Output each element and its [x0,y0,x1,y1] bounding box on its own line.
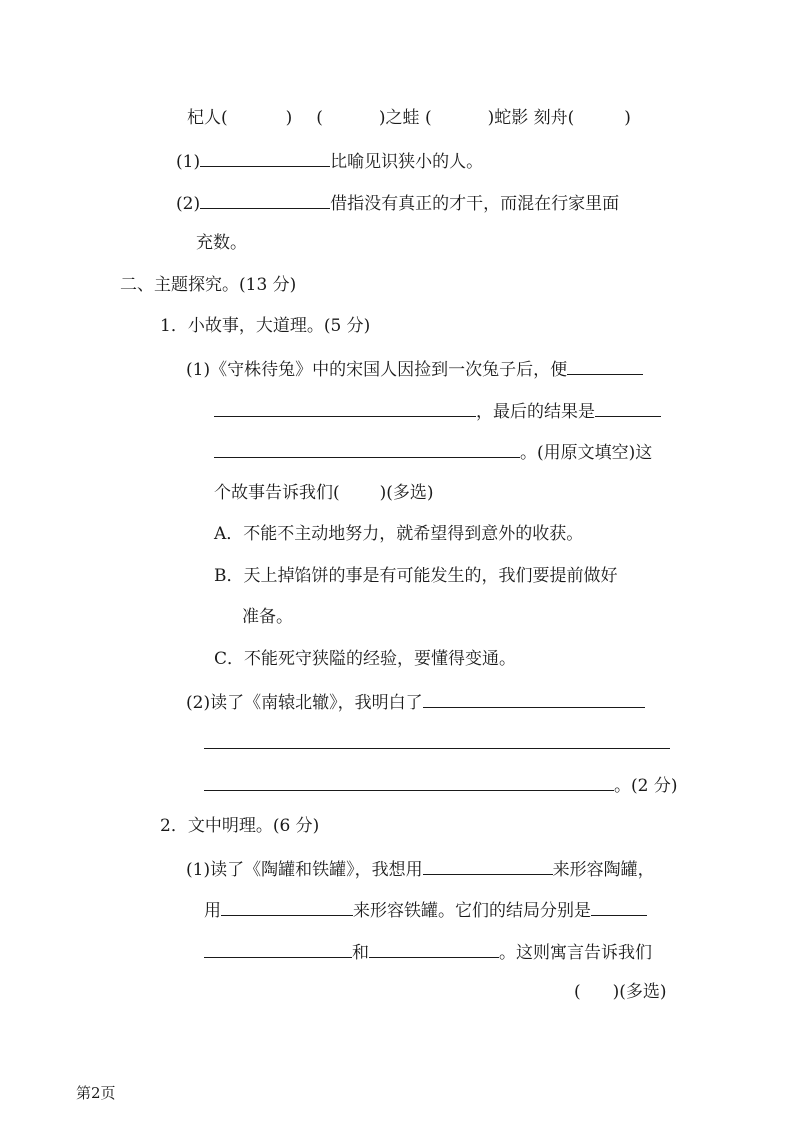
q-text: 借指没有真正的才干，而混在行家里面 [330,194,620,214]
idiom-part-6: ) [624,108,631,128]
answer-blank[interactable] [200,148,330,167]
idiom-part-1: 杞人( [187,108,228,128]
q2-text: (1)读了《陶罐和铁罐》，我想用 [186,860,423,880]
answer-blank[interactable] [214,398,476,417]
page-number: 第2页 [76,1084,116,1102]
idiom-question-2 [176,190,619,216]
q-text: 比喻见识狭小的人。 [330,152,484,172]
q1-part1-line4 [214,481,434,505]
question-1-title: 1．小故事，大道理。(5 分) [160,316,371,336]
answer-blank[interactable] [200,190,330,209]
q2-part1-line1 [186,856,655,882]
q1-part1-line2 [214,398,661,424]
q1-part1-text: 。(用原文填空)这 [520,443,653,463]
q2-text: ( [574,982,581,1002]
answer-blank[interactable] [423,856,553,875]
option-c[interactable]: C．不能死守狭隘的经验，要懂得变通。 [214,649,517,669]
q1-part1-text: )(多选) [379,483,434,503]
q1-part2-text: (2)读了《南辕北辙》，我明白了 [186,693,423,713]
q1-part2-line3 [204,772,677,798]
question-2-title: 2．文中明理。(6 分) [160,816,320,836]
q2-part1-line3 [204,939,652,965]
q1-part1-line3 [214,439,652,465]
q2-text: 。这则寓言告诉我们 [499,943,652,963]
q2-text: 来形容陶罐， [552,860,655,880]
q2-part1-line2 [204,897,647,923]
answer-blank[interactable] [214,439,520,458]
q2-part1-line4 [574,980,667,1004]
q1-part1-text: 个故事告诉我们( [214,483,340,503]
answer-blank[interactable] [423,689,645,708]
answer-line[interactable] [204,748,670,749]
q1-part1-text: ，最后的结果是 [476,402,595,422]
idiom-part-3: ( [316,108,323,128]
q1-part2-text: 。(2 分) [614,776,678,796]
idiom-question-2-cont: 充数。 [196,233,247,253]
q2-text: 用 [204,901,221,921]
answer-blank[interactable] [204,939,352,958]
answer-blank[interactable] [567,356,643,375]
idiom-part-2: ) [285,108,293,128]
answer-blank[interactable] [369,939,499,958]
q2-text: )(多选) [612,982,667,1002]
idiom-row [187,106,631,130]
idiom-question-1 [176,148,483,174]
option-b[interactable]: B．天上掉馅饼的事是有可能发生的，我们要提前做好 [214,566,618,586]
q-num: (2) [176,194,201,214]
idiom-part-5: )蛇影 刻舟( [487,108,575,128]
q2-text: 和 [352,943,369,963]
q-num: (1) [176,152,201,172]
answer-blank[interactable] [204,772,614,791]
q1-part1-text: (1)《守株待兔》中的宋国人因捡到一次兔子后，便 [186,360,568,380]
section-title: 二、主题探究。(13 分) [120,275,297,295]
answer-blank[interactable] [221,897,353,916]
idiom-part-4: )之蛙 ( [378,108,432,128]
option-b-cont: 准备。 [242,607,293,627]
q1-part2-line1 [186,689,645,715]
q1-part1-line1 [186,356,643,382]
q2-text: 来形容铁罐。它们的结局分别是 [353,901,591,921]
answer-blank[interactable] [591,897,647,916]
answer-blank[interactable] [595,398,661,417]
option-a[interactable]: A．不能不主动地努力，就希望得到意外的收获。 [214,524,584,544]
